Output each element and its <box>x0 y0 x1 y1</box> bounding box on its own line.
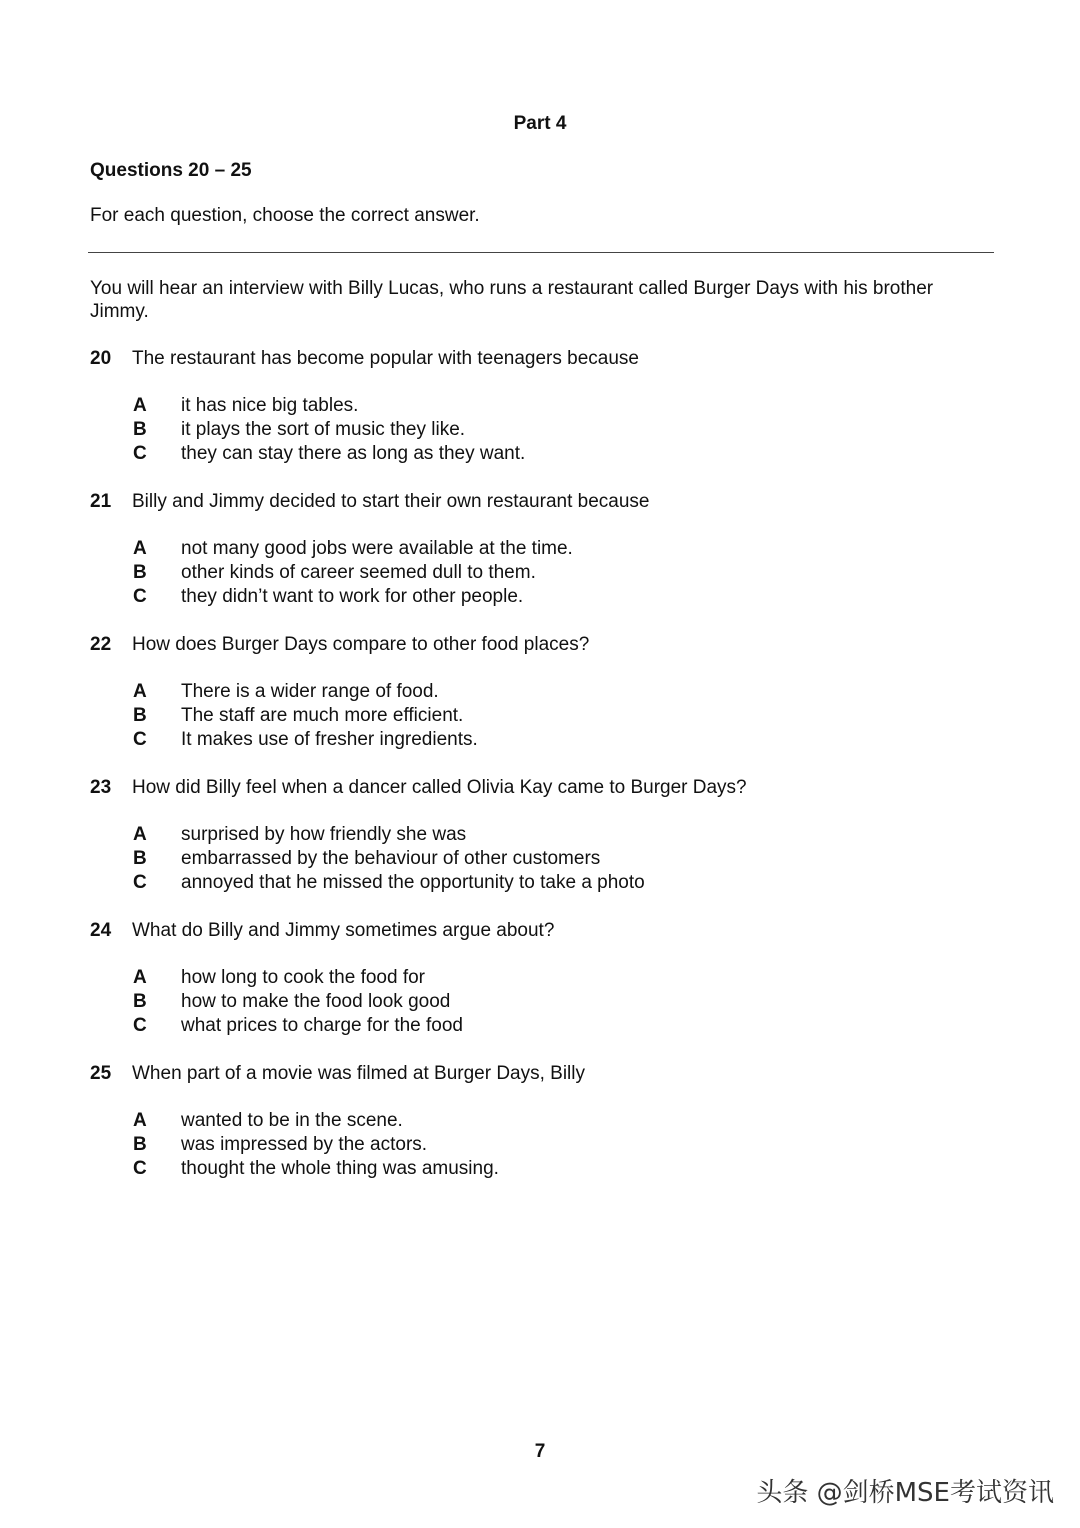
option-b[interactable] <box>133 990 990 1014</box>
option-letter: B <box>133 991 147 1012</box>
option-list <box>133 1109 990 1181</box>
option-text: embarrassed by the behaviour of other customers <box>181 848 601 869</box>
option-c[interactable] <box>133 1157 990 1181</box>
option-text: was impressed by the actors. <box>181 1134 428 1155</box>
option-letter: B <box>133 562 147 583</box>
option-letter: C <box>133 872 147 893</box>
question-number: 24 <box>90 920 112 941</box>
option-letter: B <box>133 705 147 726</box>
option-list <box>133 394 990 466</box>
question-24 <box>90 919 990 1062</box>
option-text: they didn’t want to work for other people. <box>181 586 524 607</box>
question-25 <box>90 1062 990 1205</box>
question-text: The restaurant has become popular with teenagers because <box>132 348 639 369</box>
option-a[interactable] <box>133 823 990 847</box>
option-text: they can stay there as long as they want. <box>181 443 526 464</box>
option-text: It makes use of fresher ingredients. <box>181 729 478 750</box>
question-number: 22 <box>90 634 112 655</box>
questions-range: Questions 20 – 25 <box>90 160 252 181</box>
option-b[interactable] <box>133 418 990 442</box>
option-list <box>133 966 990 1038</box>
option-letter: A <box>133 395 147 416</box>
watermark-text: 头条 @剑桥MSE考试资讯 <box>756 1478 1054 1508</box>
question-list <box>90 347 990 1205</box>
question-number: 23 <box>90 777 112 798</box>
question-20 <box>90 347 990 490</box>
option-c[interactable] <box>133 442 990 466</box>
option-c[interactable] <box>133 1014 990 1038</box>
option-c[interactable] <box>133 871 990 895</box>
question-text: Billy and Jimmy decided to start their own restaurant because <box>132 491 650 512</box>
option-text: annoyed that he missed the opportunity to take a photo <box>181 872 645 893</box>
option-letter: C <box>133 586 147 607</box>
option-text: how to make the food look good <box>181 991 451 1012</box>
option-text: it has nice big tables. <box>181 395 359 416</box>
question-23 <box>90 776 990 919</box>
option-a[interactable] <box>133 394 990 418</box>
option-letter: B <box>133 1134 147 1155</box>
option-text: how long to cook the food for <box>181 967 425 988</box>
option-letter: C <box>133 729 147 750</box>
question-number: 21 <box>90 491 112 512</box>
question-text: What do Billy and Jimmy sometimes argue about? <box>132 920 555 941</box>
option-b[interactable] <box>133 1133 990 1157</box>
part-title: Part 4 <box>513 113 567 134</box>
option-letter: A <box>133 681 147 702</box>
question-21 <box>90 490 990 633</box>
option-text: wanted to be in the scene. <box>181 1110 403 1131</box>
option-letter: B <box>133 848 147 869</box>
option-letter: A <box>133 967 147 988</box>
option-letter: A <box>133 1110 147 1131</box>
option-list <box>133 537 990 609</box>
page-number: 7 <box>534 1441 546 1462</box>
option-c[interactable] <box>133 585 990 609</box>
option-text: what prices to charge for the food <box>181 1015 463 1036</box>
question-number: 20 <box>90 348 112 369</box>
option-letter: C <box>133 1158 147 1179</box>
divider-line <box>88 252 994 253</box>
option-a[interactable] <box>133 1109 990 1133</box>
option-letter: C <box>133 1015 147 1036</box>
option-text: There is a wider range of food. <box>181 681 439 702</box>
question-stem <box>90 633 990 657</box>
question-stem <box>90 1062 990 1086</box>
question-number: 25 <box>90 1063 112 1084</box>
instruction-text: For each question, choose the correct answer. <box>90 205 480 226</box>
option-text: The staff are much more efficient. <box>181 705 464 726</box>
option-letter: A <box>133 824 147 845</box>
option-text: surprised by how friendly she was <box>181 824 467 845</box>
intro-text: You will hear an interview with Billy Lucas, who runs a restaurant called Burger Days with his brother Jimmy. <box>90 278 934 322</box>
question-stem <box>90 919 990 943</box>
option-b[interactable] <box>133 561 990 585</box>
option-list <box>133 823 990 895</box>
question-22 <box>90 633 990 776</box>
option-text: thought the whole thing was amusing. <box>181 1158 499 1179</box>
option-list <box>133 680 990 752</box>
option-a[interactable] <box>133 966 990 990</box>
option-a[interactable] <box>133 537 990 561</box>
question-text: When part of a movie was filmed at Burger Days, Billy <box>132 1063 586 1084</box>
option-a[interactable] <box>133 680 990 704</box>
option-c[interactable] <box>133 728 990 752</box>
question-stem <box>90 776 990 800</box>
option-b[interactable] <box>133 847 990 871</box>
option-text: other kinds of career seemed dull to them. <box>181 562 536 583</box>
option-letter: A <box>133 538 147 559</box>
option-letter: C <box>133 443 147 464</box>
question-stem <box>90 347 990 371</box>
question-text: How does Burger Days compare to other food places? <box>132 634 590 655</box>
question-stem <box>90 490 990 514</box>
question-text: How did Billy feel when a dancer called Olivia Kay came to Burger Days? <box>132 777 747 798</box>
option-letter: B <box>133 419 147 440</box>
option-text: it plays the sort of music they like. <box>181 419 466 440</box>
option-b[interactable] <box>133 704 990 728</box>
option-text: not many good jobs were available at the time. <box>181 538 573 559</box>
